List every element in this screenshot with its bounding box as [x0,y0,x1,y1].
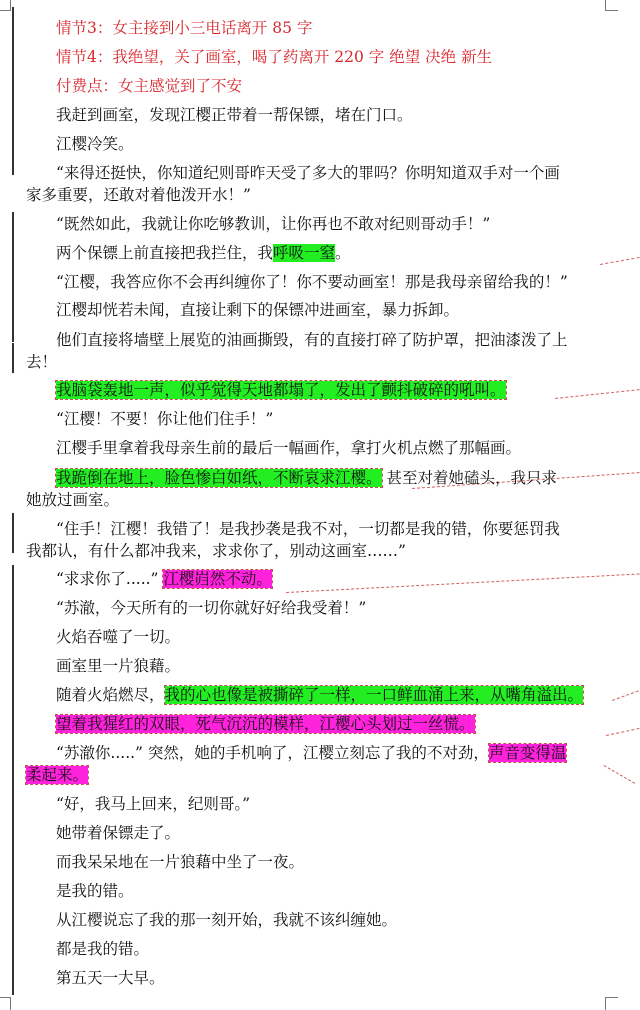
paragraph: 江樱手里拿着我母亲生前的最后一幅画作，拿打火机点燃了那幅画。 [56,439,522,457]
paragraph: 江樱冷笑。 [56,135,134,153]
paragraph [56,565,640,594]
text-run: “求求你了.....” [56,570,159,588]
plot-note-line: 付费点：女主感觉到了不安 [56,77,243,95]
paragraph: “住手！江樱！我错了！是我抄袭是我不对，一切都是我的错，你要惩罚我 [56,520,560,538]
paragraph: “来得还挺快，你知道纪则哥昨天受了多大的罪吗？你明知道双手对一个画 [56,164,560,182]
text-run: 随着火焰燃尽， [56,686,165,704]
highlight-pink: 声音变得温 [488,744,567,762]
paragraph: 画室里一片狼藉。 [56,657,181,675]
text-run: 甚至对着她磕头，我只求 [386,469,557,487]
plot-note-line: 情节3：女主接到小三电话离开 85 字 [56,19,313,37]
paragraph: 他们直接将墙壁上展览的油画撕毁，有的直接打碎了防护罩，把油漆泼了上 [56,331,568,349]
text-run: 。 [335,244,351,262]
paragraph: 都是我的错。 [56,940,150,958]
highlight-pink: 江樱岿然不动。 [163,570,272,588]
paragraph: 江樱却恍若未闻，直接让剩下的保镖冲进画室，暴力拆卸。 [56,301,460,319]
highlight-pink: 望着我猩红的双眼，死气沉沉的模样，江樱心头划过一丝慌。 [56,715,475,733]
paragraph [56,710,640,739]
paragraph: 而我呆呆地在一片狼藉中坐了一夜。 [56,853,305,871]
highlight-green: 我的心也像是被撕碎了一样，一口鲜血涌上来，从嘴角溢出。 [164,686,584,704]
revision-bar [12,7,14,175]
paragraph: “苏澈，今天所有的一切你就好好给我受着！” [56,599,367,617]
revision-bar [12,212,14,342]
plot-note-line: 情节4：我绝望，关了画室，喝了药离开 220 字 绝望 决绝 新生 [56,48,493,66]
paragraph [56,239,640,268]
paragraph: “江樱！不要！你让他们住手！” [56,410,274,428]
paragraph: 是我的错。 [56,882,134,900]
page-corner-mark-top-left [0,0,11,11]
paragraph: 从江樱说忘了我的那一刻开始，我就不该纠缠她。 [56,911,398,929]
highlight-green: 呼吸一窒 [273,244,336,262]
revision-bar [12,513,14,553]
page-corner-mark-bottom-left [0,997,11,1010]
paragraph: “既然如此，我就让你吃够教训，让你再也不敢对纪则哥动手！” [56,215,491,233]
paragraph-continued: 我都认，有什么都冲我来，求求你了，别动这画室……” [26,542,406,560]
paragraph [56,376,640,405]
revision-bar [12,565,14,995]
paragraph-continued [26,761,610,790]
paragraph: 第五天一大早。 [56,969,165,987]
paragraph: “江樱，我答应你不会再纠缠你了！你不要动画室！那是我母亲留给我的！” [56,273,568,291]
paragraph: 她带着保镖走了。 [56,824,181,842]
text-run: “苏澈你.....” 突然，她的手机响了，江樱立刻忘了我的不对劲， [56,744,489,762]
text-run: 两个保镖上前直接把我拦住，我 [56,244,274,262]
revision-bar [12,343,14,373]
paragraph: 我赶到画室，发现江樱正带着一帮保镖，堵在门口。 [56,106,413,124]
paragraph [56,681,640,710]
paragraph-continued: 家多重要，还敢对着他泼开水！” [26,186,251,204]
highlight-pink: 柔起来。 [26,766,89,784]
paragraph-continued: 去！ [26,353,58,371]
paragraph: 火焰吞噬了一切。 [56,628,181,646]
highlight-green: 我跪倒在地上，脸色惨白如纸，不断哀求江樱。 [56,469,382,487]
paragraph-continued: 她放过画室。 [26,491,120,509]
page-corner-mark-bottom-right [605,997,618,1010]
paragraph: “好，我马上回来，纪则哥。” [56,795,251,813]
highlight-green: 我脑袋轰地一声，似乎觉得天地都塌了，发出了颤抖破碎的吼叫。 [56,381,506,399]
page-corner-mark-top-right [605,0,618,11]
